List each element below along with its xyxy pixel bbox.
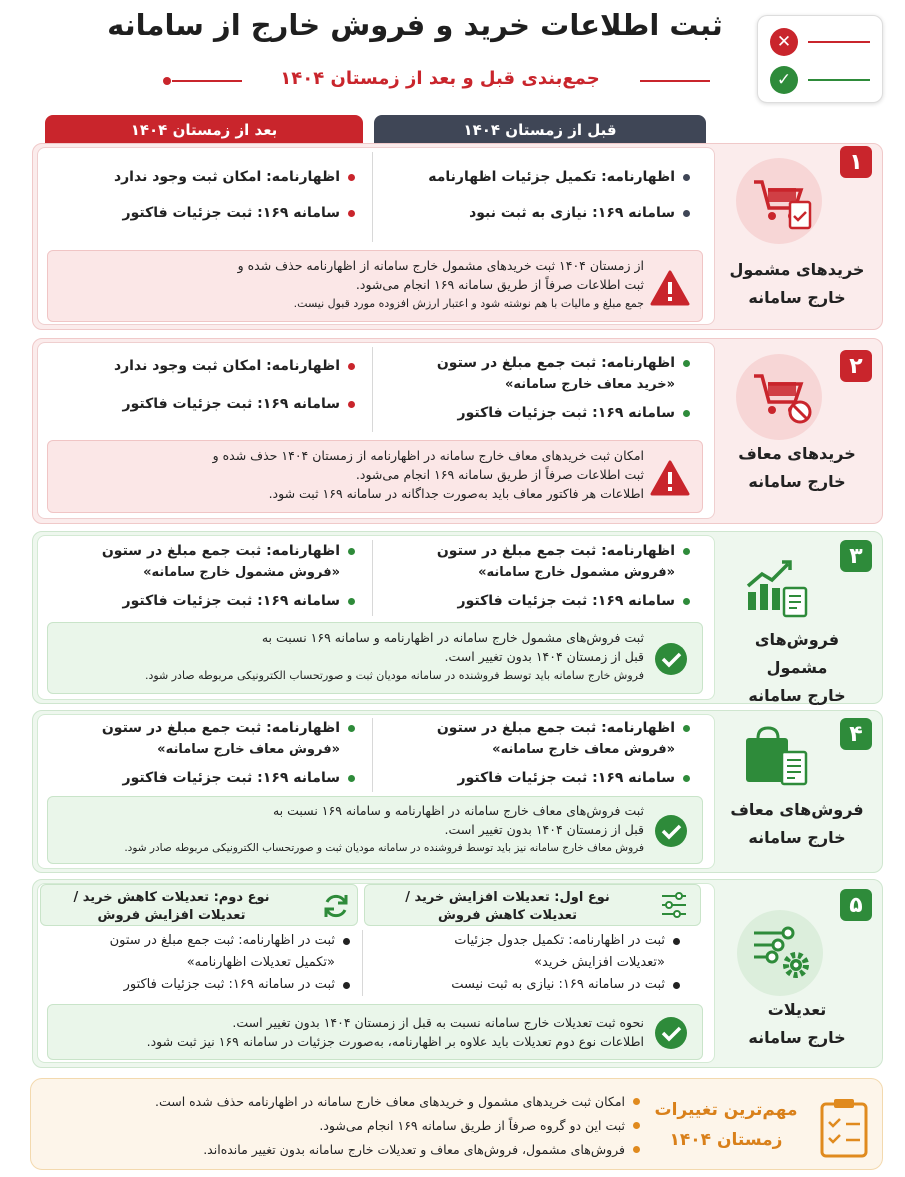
- after-item: سامانه ۱۶۹: ثبت جزئیات فاکتور: [122, 205, 340, 221]
- before-item: سامانه ۱۶۹: ثبت جزئیات فاکتور: [457, 770, 675, 786]
- section-label: [722, 440, 872, 496]
- summary-item: فروش‌های مشمول، فروش‌های معاف و تعدیلات خارج سامانه بدون تغییر مانده‌اند.: [203, 1142, 625, 1157]
- before-item: اظهارنامه: ثبت جمع مبلغ در ستون: [436, 720, 675, 736]
- summary-title-line: زمستان ۱۴۰۴: [669, 1130, 783, 1150]
- type1-line: تعدیلات کاهش فروش: [437, 908, 578, 923]
- section-label: [722, 796, 872, 852]
- after-item: سامانه ۱۶۹: ثبت جزئیات فاکتور: [122, 593, 340, 609]
- section-5-after: [50, 930, 350, 996]
- legend-red-line: [808, 41, 870, 43]
- section-label: [722, 996, 872, 1052]
- shopping-bag-icon: [744, 724, 810, 790]
- divider: [362, 930, 363, 996]
- sliders-icon: [659, 890, 689, 920]
- section-label: [722, 256, 872, 312]
- column-after-header: بعد از زمستان ۱۴۰۴: [45, 115, 363, 145]
- after-item: اظهارنامه: امکان ثبت وجود ندارد: [113, 169, 340, 185]
- type1-line: نوع اول: تعدیلات افزایش خرید /: [405, 890, 610, 905]
- chart-growth-icon: [744, 558, 812, 620]
- cart-forbidden-icon: [752, 370, 814, 428]
- after-item: ثبت در اظهارنامه: ثبت جمع مبلغ در ستون: [109, 933, 335, 948]
- section-4-after: [60, 717, 355, 789]
- note-line: از زمستان ۱۴۰۴ ثبت خریدهای مشمول خارج سامانه از اظهارنامه حذف شده و: [237, 258, 644, 273]
- page-title: ثبت اطلاعات خرید و فروش خارج از سامانه: [107, 8, 723, 42]
- before-item: «فروش معاف خارج سامانه»: [492, 742, 675, 757]
- divider: [372, 152, 373, 242]
- after-item: اظهارنامه: ثبت جمع مبلغ در ستون: [101, 543, 340, 559]
- column-before-header: قبل از زمستان ۱۴۰۴: [374, 115, 706, 145]
- label-line: تعدیلات: [767, 1000, 827, 1019]
- section-5-before: [375, 930, 680, 996]
- label-line: خارج سامانه: [748, 472, 846, 491]
- divider: [372, 540, 373, 616]
- legend: [757, 15, 883, 103]
- section-2-note: [47, 440, 703, 513]
- before-item: اظهارنامه: تکمیل جزئیات اظهارنامه: [428, 169, 675, 185]
- before-item: سامانه ۱۶۹: نیازی به ثبت نبود: [469, 205, 675, 221]
- note-line: جمع مبلغ و مالیات با هم نوشته شود و اعتبار ارزش افزوده مورد قبول نیست.: [293, 297, 644, 310]
- before-item: اظهارنامه: ثبت جمع مبلغ در ستون: [436, 355, 675, 371]
- note-line: فروش خارج سامانه باید توسط فروشنده در سامانه مودیان ثبت و صورتحساب الکترونیکی مربوطه صادر شود.: [144, 669, 644, 682]
- summary-list: [70, 1090, 640, 1162]
- subtitle-right-line: [640, 80, 710, 82]
- label-line: خریدهای مشمول: [729, 260, 865, 279]
- divider: [372, 718, 373, 792]
- checklist-icon: [818, 1096, 870, 1158]
- note-line: قبل از زمستان ۱۴۰۴ بدون تغییر است.: [444, 822, 644, 837]
- section-number: ۱: [840, 146, 872, 178]
- section-3-after: [60, 540, 355, 612]
- summary-item: امکان ثبت خریدهای مشمول و خریدهای معاف خارج سامانه در اظهارنامه حذف شده است.: [154, 1094, 625, 1109]
- summary-title-line: مهم‌ترین تغییرات: [654, 1100, 798, 1120]
- label-line: خارج سامانه: [748, 1028, 846, 1047]
- section-4-note: [47, 796, 703, 864]
- check-icon: [654, 1016, 688, 1050]
- section-3-before: [385, 540, 690, 612]
- label-line: خارج سامانه: [748, 686, 846, 705]
- section-5-note: [47, 1004, 703, 1060]
- section-label: [722, 626, 872, 710]
- type1-header: [364, 884, 701, 926]
- before-item: ثبت در اظهارنامه: تکمیل جدول جزئیات: [454, 933, 665, 948]
- note-line: ثبت اطلاعات صرفاً از طریق سامانه ۱۶۹ انجام می‌شود.: [355, 467, 644, 482]
- section-2-before: [385, 352, 690, 424]
- note-line: قبل از زمستان ۱۴۰۴ بدون تغییر است.: [444, 649, 644, 664]
- type2-line: نوع دوم: تعدیلات کاهش خرید /: [73, 890, 270, 905]
- before-item: ثبت در سامانه ۱۶۹: نیازی به ثبت نیست: [451, 977, 665, 992]
- check-icon: [654, 814, 688, 848]
- before-item: «خرید معاف خارج سامانه»: [504, 377, 675, 392]
- before-item: «تعدیلات افزایش خرید»: [534, 955, 665, 970]
- section-2-after: [60, 355, 355, 415]
- summary-item: ثبت این دو گروه صرفاً از طریق سامانه ۱۶۹ انجام می‌شود.: [319, 1118, 625, 1133]
- divider: [372, 347, 373, 432]
- after-item: «تکمیل تعدیلات اظهارنامه»: [186, 955, 335, 970]
- label-line: فروش‌های مشمول: [754, 630, 840, 677]
- label-line: خارج سامانه: [748, 828, 846, 847]
- section-1-note: [47, 250, 703, 322]
- note-line: امکان ثبت خریدهای معاف خارج سامانه در اظهارنامه از زمستان ۱۴۰۴ حذف شده و: [212, 448, 644, 463]
- after-item: اظهارنامه: ثبت جمع مبلغ در ستون: [101, 720, 340, 736]
- refresh-icon: [321, 891, 351, 921]
- note-line: فروش معاف خارج سامانه نیز باید توسط فروشنده در سامانه مودیان ثبت و صورتحساب الکترونیکی مربوطه صادر شود.: [124, 842, 644, 854]
- section-number: ۴: [840, 718, 872, 750]
- note-line: اطلاعات نوع دوم تعدیلات باید علاوه بر اظهارنامه، به‌صورت جزئیات در سامانه ۱۶۹ نیز ثبت شود.: [146, 1034, 644, 1049]
- gears-icon: [752, 925, 814, 983]
- warning-icon: [650, 460, 690, 496]
- after-item: اظهارنامه: امکان ثبت وجود ندارد: [113, 358, 340, 374]
- section-4-before: [385, 717, 690, 789]
- section-1-before: [385, 166, 690, 224]
- section-1-after: [60, 166, 355, 224]
- label-line: خریدهای معاف: [738, 444, 856, 463]
- check-icon: ✓: [770, 66, 798, 94]
- type2-line: تعدیلات افزایش فروش: [97, 908, 246, 923]
- note-line: ثبت فروش‌های مشمول خارج سامانه در اظهارنامه و سامانه ۱۶۹ نسبت به: [261, 630, 644, 645]
- section-number: ۳: [840, 540, 872, 572]
- page-subtitle: جمع‌بندی قبل و بعد از زمستان ۱۴۰۴: [280, 68, 600, 89]
- after-item: سامانه ۱۶۹: ثبت جزئیات فاکتور: [122, 770, 340, 786]
- legend-green-line: [808, 79, 870, 81]
- warning-icon: [650, 270, 690, 306]
- subtitle-left-line: [172, 80, 242, 82]
- after-item: ثبت در سامانه ۱۶۹: ثبت جزئیات فاکتور: [123, 977, 335, 992]
- section-3-note: [47, 622, 703, 694]
- summary-title: [640, 1095, 812, 1155]
- after-item: سامانه ۱۶۹: ثبت جزئیات فاکتور: [122, 396, 340, 412]
- before-item: اظهارنامه: ثبت جمع مبلغ در ستون: [436, 543, 675, 559]
- note-line: اطلاعات هر فاکتور معاف باید به‌صورت جداگانه در سامانه ۱۶۹ ثبت شود.: [268, 486, 644, 501]
- before-item: سامانه ۱۶۹: ثبت جزئیات فاکتور: [457, 593, 675, 609]
- section-number: ۵: [840, 889, 872, 921]
- label-line: فروش‌های معاف: [730, 800, 864, 819]
- note-line: ثبت فروش‌های معاف خارج سامانه در اظهارنامه و سامانه ۱۶۹ نسبت به: [272, 803, 644, 818]
- cart-document-icon: [752, 176, 814, 234]
- note-line: ثبت اطلاعات صرفاً از طریق سامانه ۱۶۹ انجام می‌شود.: [355, 277, 644, 292]
- label-line: خارج سامانه: [748, 288, 846, 307]
- subtitle-dot: [163, 77, 171, 85]
- close-icon: ✕: [770, 28, 798, 56]
- after-item: «فروش معاف خارج سامانه»: [157, 742, 340, 757]
- after-item: «فروش مشمول خارج سامانه»: [143, 565, 340, 580]
- before-item: «فروش مشمول خارج سامانه»: [478, 565, 675, 580]
- type2-header: [40, 884, 358, 926]
- check-icon: [654, 642, 688, 676]
- before-item: سامانه ۱۶۹: ثبت جزئیات فاکتور: [457, 405, 675, 421]
- section-number: ۲: [840, 350, 872, 382]
- note-line: نحوه ثبت تعدیلات خارج سامانه نسبت به قبل از زمستان ۱۴۰۴ بدون تغییر است.: [232, 1015, 644, 1030]
